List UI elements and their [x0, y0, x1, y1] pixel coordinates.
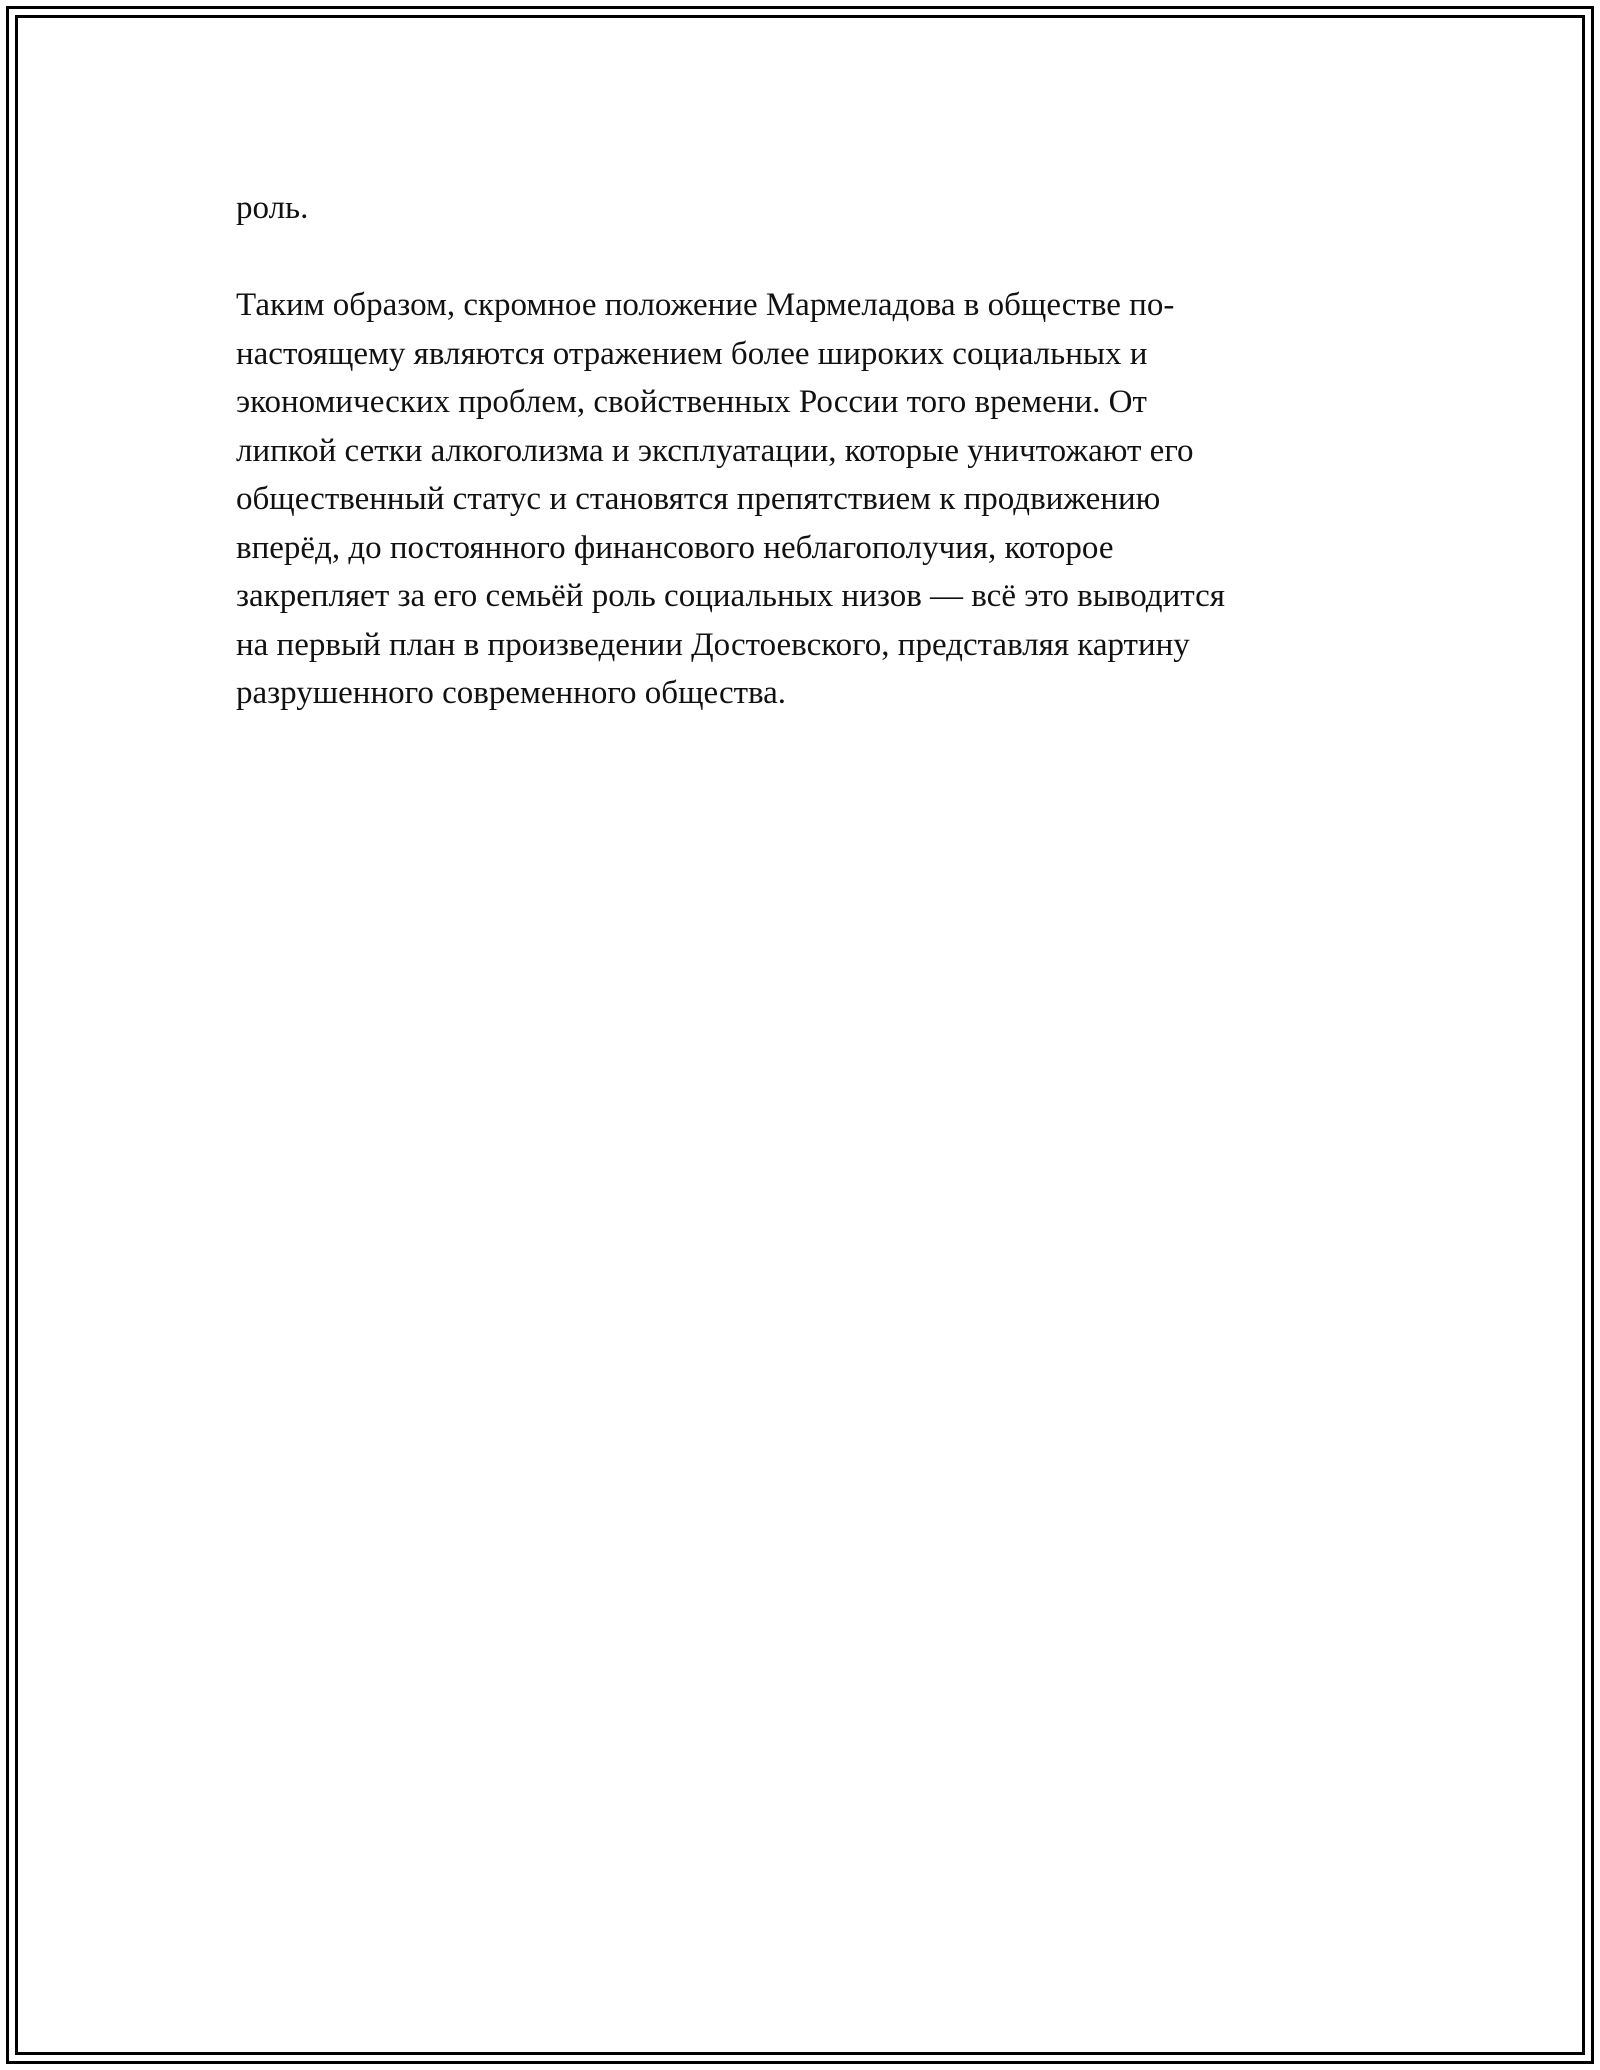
paragraph-line: вперёд, до постоянного финансового неблагополучия, которое — [236, 529, 1114, 566]
document-body — [236, 184, 1366, 718]
paragraph-line: липкой сетки алкоголизма и эксплуатации, которые уничтожают его — [236, 432, 1194, 469]
paragraph-spacing — [236, 233, 1366, 282]
paragraph-line: настоящему являются отражением более широких социальных и — [236, 335, 1148, 372]
paragraph-line: общественный статус и становятся препятствием к продвижению — [236, 481, 1161, 517]
paragraph-line: разрушенного современного общества. — [236, 675, 787, 711]
paragraph-line: закрепляет за его семьёй роль социальных низов — всё это выводится — [236, 578, 1225, 614]
paragraph-line: на первый план в произведении Достоевского, представляя картину — [236, 626, 1190, 663]
paragraph — [236, 281, 1366, 718]
paragraph-line: Таким образом, скромное положение Мармеладова в обществе по- — [236, 287, 1175, 323]
paragraph-line: экономических проблем, свойственных России того времени. От — [236, 384, 1147, 420]
continuation-line: роль. — [236, 190, 309, 226]
